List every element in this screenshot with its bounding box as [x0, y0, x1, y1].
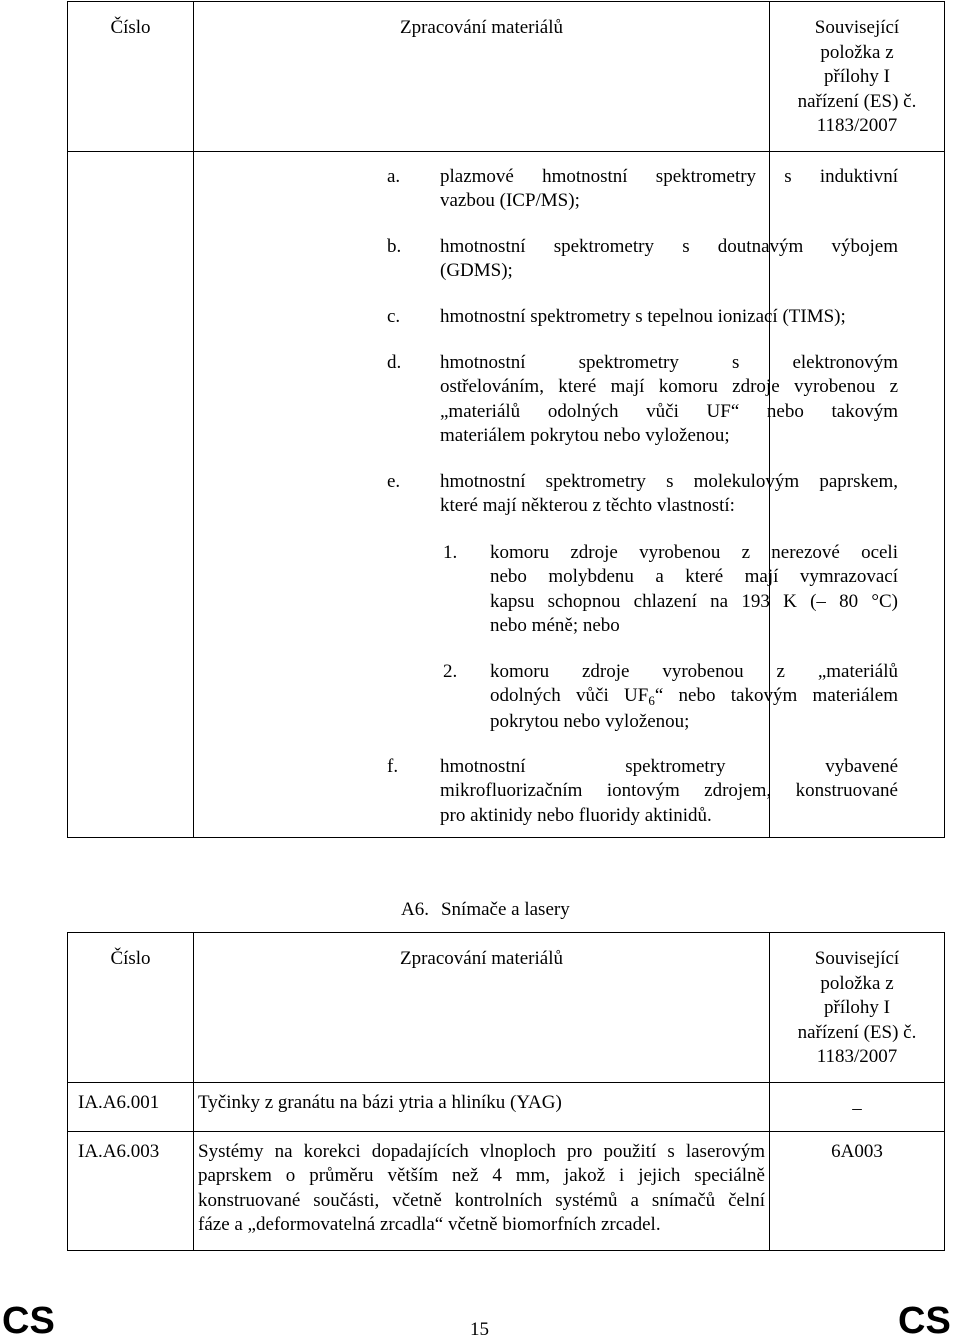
header-processing-label: Zpracování materiálů	[399, 948, 563, 969]
body-number-cell	[68, 151, 194, 837]
header-related-line: Související	[814, 948, 900, 969]
item-line: ostřelováním, které mají komoru zdroje vyrobenou z	[440, 376, 898, 397]
row-related	[770, 1131, 945, 1250]
row-related	[770, 1082, 945, 1131]
row-line: konstruované součásti, včetně kontrolních systémů a snímačů čelní	[198, 1189, 765, 1211]
row-description	[194, 1082, 770, 1131]
item-text: odolných vůči UF	[490, 685, 649, 706]
header-number-label: Číslo	[110, 948, 151, 969]
item-line: hmotnostní spektrometry vybavené	[440, 755, 898, 777]
row-related-text: 6A003	[831, 1140, 883, 1162]
materials-table-2	[67, 932, 945, 1251]
item-label: 1.	[443, 541, 458, 563]
header-related-line: 1183/2007	[816, 1046, 898, 1067]
row-related-text: –	[852, 1097, 862, 1119]
row-code-text: IA.A6.003	[78, 1140, 160, 1162]
row-line: Systémy na korekci dopadajících vlnoploch pro použití s laserovým	[198, 1140, 765, 1162]
item-label: a.	[387, 165, 401, 187]
item-line: které mají některou z těchto vlastností:	[440, 495, 735, 516]
table-row	[68, 1131, 945, 1250]
list-subitem-2	[443, 660, 899, 735]
item-line: plazmové hmotnostní spektrometry s induktivní	[440, 165, 898, 187]
row-code	[68, 1082, 194, 1131]
item-line: „materiálů odolných vůči UF“ nebo takovým	[440, 400, 898, 422]
item-text: “ nebo takovým materiálem	[654, 685, 899, 706]
header-processing	[194, 933, 770, 1083]
item-line: komoru zdroje vyrobenou z nerezové oceli	[490, 541, 898, 563]
table1-header-row	[68, 2, 945, 152]
footer-language-right: CS	[898, 1300, 951, 1342]
item-line: komoru zdroje vyrobenou z „materiálů	[490, 660, 898, 682]
item-line: hmotnostní spektrometry s molekulovým paprskem,	[440, 470, 898, 492]
table1-body-row	[68, 151, 945, 837]
item-label: d.	[387, 351, 402, 373]
row-line: Tyčinky z granátu na bázi ytria a hliníku (YAG)	[198, 1091, 562, 1113]
header-related-line: položka z	[820, 972, 894, 994]
table-row	[68, 1082, 945, 1131]
list-item-a	[387, 165, 898, 214]
section-title: Snímače a lasery	[440, 899, 570, 920]
list-item-c	[387, 305, 898, 330]
header-number	[68, 933, 194, 1083]
subscript-6: 6	[648, 693, 655, 708]
item-line: pokrytou nebo vyloženou;	[490, 710, 690, 732]
header-related-line: nařízení (ES) č.	[797, 1021, 917, 1043]
item-line: mikrofluorizačním iontovým zdrojem, konstruované	[440, 780, 898, 801]
header-number-label: Číslo	[110, 17, 151, 38]
section-heading	[401, 898, 582, 923]
header-related	[770, 2, 945, 152]
item-line: hmotnostní spektrometry s tepelnou ionizací (TIMS);	[440, 305, 846, 327]
header-related-line: nařízení (ES) č.	[797, 90, 917, 112]
materials-table-1	[67, 1, 945, 838]
item-line: pro aktinidy nebo fluoridy aktinidů.	[440, 804, 712, 826]
row-code	[68, 1131, 194, 1250]
item-line: kapsu schopnou chlazení na 193 K (– 80 °C)	[490, 590, 898, 612]
header-number	[68, 2, 194, 152]
row-line: fáze a „deformovatelná zrcadla“ včetně biomorfních zrcadel.	[198, 1214, 661, 1235]
header-processing-label: Zpracování materiálů	[399, 17, 563, 38]
header-related-line: přílohy I	[824, 66, 890, 87]
item-label: b.	[387, 235, 402, 257]
item-line: vazbou (ICP/MS);	[440, 190, 580, 211]
header-related-line: Související	[814, 17, 900, 38]
list-subitem-1	[443, 541, 898, 639]
item-label: 2.	[443, 660, 458, 682]
item-line: hmotnostní spektrometry s doutnavým výbojem	[440, 235, 898, 257]
page-number: 15	[470, 1319, 489, 1340]
item-line: (GDMS);	[440, 260, 513, 281]
header-processing	[194, 2, 770, 152]
item-line: hmotnostní spektrometry s elektronovým	[440, 351, 898, 373]
item-line: materiálem pokrytou nebo vyloženou;	[440, 425, 730, 446]
table2-header-row	[68, 933, 945, 1083]
row-code-text: IA.A6.001	[78, 1091, 160, 1113]
item-line: nebo méně; nebo	[490, 615, 620, 636]
list-item-d	[387, 351, 898, 449]
row-line: paprskem o průměru větším než 4 mm, jakož i jejich speciálně	[198, 1165, 765, 1186]
header-related-line: přílohy I	[824, 997, 890, 1018]
body-processing-cell	[194, 151, 899, 837]
list-item-b	[387, 235, 898, 284]
item-line	[490, 684, 898, 710]
item-line: nebo molybdenu a které mají vymrazovací	[490, 566, 898, 587]
item-label: f.	[387, 755, 399, 777]
header-related-line: položka z	[820, 41, 894, 63]
header-related-line: 1183/2007	[816, 115, 898, 136]
list-item-f	[387, 755, 898, 829]
header-related	[770, 933, 945, 1083]
list-item-e	[387, 470, 898, 519]
item-label: e.	[387, 470, 401, 492]
item-label: c.	[387, 305, 401, 327]
footer-language-left: CS	[2, 1300, 55, 1342]
section-code: A6.	[401, 899, 429, 920]
row-description	[194, 1131, 770, 1250]
